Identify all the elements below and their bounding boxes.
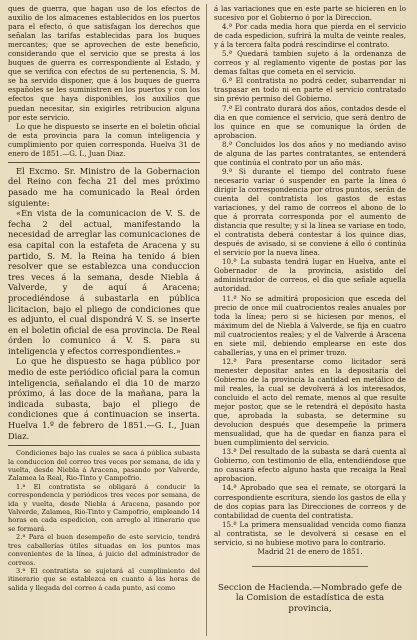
decree-body: «En vista de la comunicacion de V. S. de fecha 2 del actual, manifestando la necesidad de arreglar las comunicaciones de esa capital con la estafeta de Aracena y su partido, S. M. la Reina ha tenido á bien resolver que se establezca una conduccion tres veces á la semana, desde Niebla á Valverde, y de aquí á Aracena; procediéndose á subastarla en pública licitacion, bajo el pliego de condiciones que es adjunto, el cual dispondrá V. S. se inserte en el boletin oficial de esa provincia. De Real órden lo comunico á V. S. para su inteligencia y efectos correspondientes.»: [8, 208, 200, 356]
separator-rule: [8, 162, 200, 163]
condition-10: 10.ª La subasta tendrá lugar en Huelva, ante el Gobernador de la provincia, asistido del administrador de correos, el dia que señale aquella autoridad.: [214, 257, 406, 294]
left-column: [8, 4, 200, 592]
condition-8: 8.ª Concluidos los dos años y no mediando aviso de alguna de las partes contratantes, se entenderá que continúa el contrato por un año más.: [214, 139, 406, 167]
separator-rule: [252, 566, 367, 567]
condition-2: 2.ª Para el buen desempeño de este servicio, tendrá tres caballerías útiles situadas en los puntos mas convenientes de la línea, á juicio del administrador de correos.: [8, 533, 200, 567]
condition-3: 3.ª El contratista se sujetará al cumplimiento del itinerario que se establezca en cuanto á las horas de salida y llegada del correo á cada punto, así como: [8, 566, 200, 592]
condition-5: 5.ª Quedará tambien sujeto á la ordenanza de correos y al reglamento vigente de postas por las demas faltas que cometa en el servicio.: [214, 49, 406, 77]
condition-1: 1.ª El contratista se obligará á conducir la correspondencia y periódicos tres veces por semana, de ida y vuelta, desde Niebla á Aracena, pasando por Valverde, Zalamea, Rio-Tinto y Campofrio, empleando 14 horas en cada espedicion, con arreglo al itinerario que se formará.: [8, 482, 200, 533]
signoff-date: Madrid 21 de enero de 1851.: [257, 546, 363, 556]
condition-6: 6.ª El contratista no podrá ceder, subarrendar ni traspasar en todo ni en parte el servicio contratado sin prévio permiso del Gobierno.: [214, 76, 406, 104]
order-paragraph: Lo que he dispuesto se inserte en el boletin oficial de esta provincia para la comun inteligencia y cumplimiento por quien corresponda. Huelva 31 de enero de 1851.—G. I., Juan Diaz.: [8, 121, 200, 158]
conditions-intro: Condiciones bajo las cuales se saca á pública subasta la conduccion del correo tres veces por semana, de ida y vuelta, desde Niebla á Aracena, pasando por Valverde, Zalamea la Real, Rio-Tinto y Campofrio.: [8, 449, 200, 483]
condition-13: 13.ª Del resultado de la subasta se dará cuenta al Gobierno, con testimonio de ella, entendiéndose que no causará efecto alguno hasta que recaiga la Real aprobacion.: [214, 447, 406, 484]
condition-4: 4.ª Por cada media hora que pierda en el servicio de cada espedicion, sufrirá la multa de veinte reales, y á la tercera falta podrá rescindirse el contrato.: [214, 22, 406, 50]
intro-paragraph: ques de guerra, que hagan uso de los efectos de auxilio de los almacenes establecidos en los puertos para el efecto, ó que satisfagan los derechos que señalan las tarifas establecidas para los buques mercantes; que se aprovechen de este beneficio, considerando que el servicio que se presta á los buques de guerra es correspondiente al Estado, y que se verifica con efectos de su pertenencia, S. M. se ha servido disponer, que á los buques de guerra españoles se les suministren en los puertos y con los efectos que haya disponibles, los auxilios que puedan necesitar, sin exigirles retribucion alguna por este servicio.: [8, 4, 200, 122]
publication-paragraph: Lo que he dispuesto se haga público por medio de este periódico oficial para la comun inteligencia, señalando el dia 10 de marzo próximo, á las doce de la mañana, para la indicada subasta, bajo el pliego de condiciones que á continuacion se inserta. Huelva 1.º de febrero de 1851.—G. I., Juan Diaz.: [8, 356, 200, 441]
condition-12: 12.ª Para presentarse como licitador será menester depositar antes en la depositaría del Gobierno de la provincia la cantidad en metálico de mil reales, la cual se devolverá á los interesados, concluido el acto del remate, menos al que resulte mejor postor, que se le retendrá el depósito hasta que, aprobada la subasta, se determine su devolucion después que desempeñe la primera mensualidad, que ha de quedar en fianza para el buen cumplimiento del servicio.: [214, 356, 406, 448]
condition-14: 14.ª Aprobado que sea el remate, se otorgará la correspondiente escritura, siendo los gastos de ella y de dos copias para las Direcciones de correos y de contabilidad de cuenta del contratista.: [214, 483, 406, 520]
column-divider: [206, 4, 207, 636]
continuation-paragraph: á las variaciones que en este parte se hicieren en lo sucesivo por el Gobierno ó por la Direccion.: [214, 4, 406, 23]
condition-11: 11.ª No se admitirá proposicion que esceda del precio de once mil cuatrocientos reales anuales por toda la línea; pero si se hiciesen por menos, el máximum del de Niebla á Valverde, se fija en cuatro mil cuatrocientos reales; y el de Valverde á Aracena en siete mil, debiendo emplearse en este dos caballerías, y una en el primer trozo.: [214, 293, 406, 357]
section-heading: Seccion de Hacienda.—Nombrado gefe de la Comision de estadística de esta provincia,: [217, 582, 402, 614]
condition-7: 7.ª El contrato durará dos años, contados desde el dia en que comience el servicio, que será dentro de los quince en que se comunique la órden de aprobacion.: [214, 103, 406, 140]
separator-rule: [8, 445, 200, 446]
condition-15: 15.ª La primera mensualidad vencida como fianza al contratista, se le devolverá si cesase en el servicio, si no hubiese motivo para lo contrario.: [214, 519, 406, 547]
right-column: [214, 4, 406, 614]
condition-9: 9.ª Si durante el tiempo del contrato fuese necesario variar ó suspender en parte la línea ó dirigir la correspondencia por otros puntos, serán de cuenta del contratista los gastos de estas variaciones, y del ramo de correos el abono de lo que á prorrata corresponda por el aumento de distancia que resulte; y si la línea se variase en todo, el contratista deberá contestar á los quince dias, después de avisado, si se conviene á ello ó continúa el servicio por la nueva línea.: [214, 166, 406, 258]
decree-heading: El Excmo. Sr. Ministro de la Gobernacion del Reino con fecha 21 del mes próximo pasado me ha comunicado la Real órden siguiente:: [8, 165, 200, 208]
